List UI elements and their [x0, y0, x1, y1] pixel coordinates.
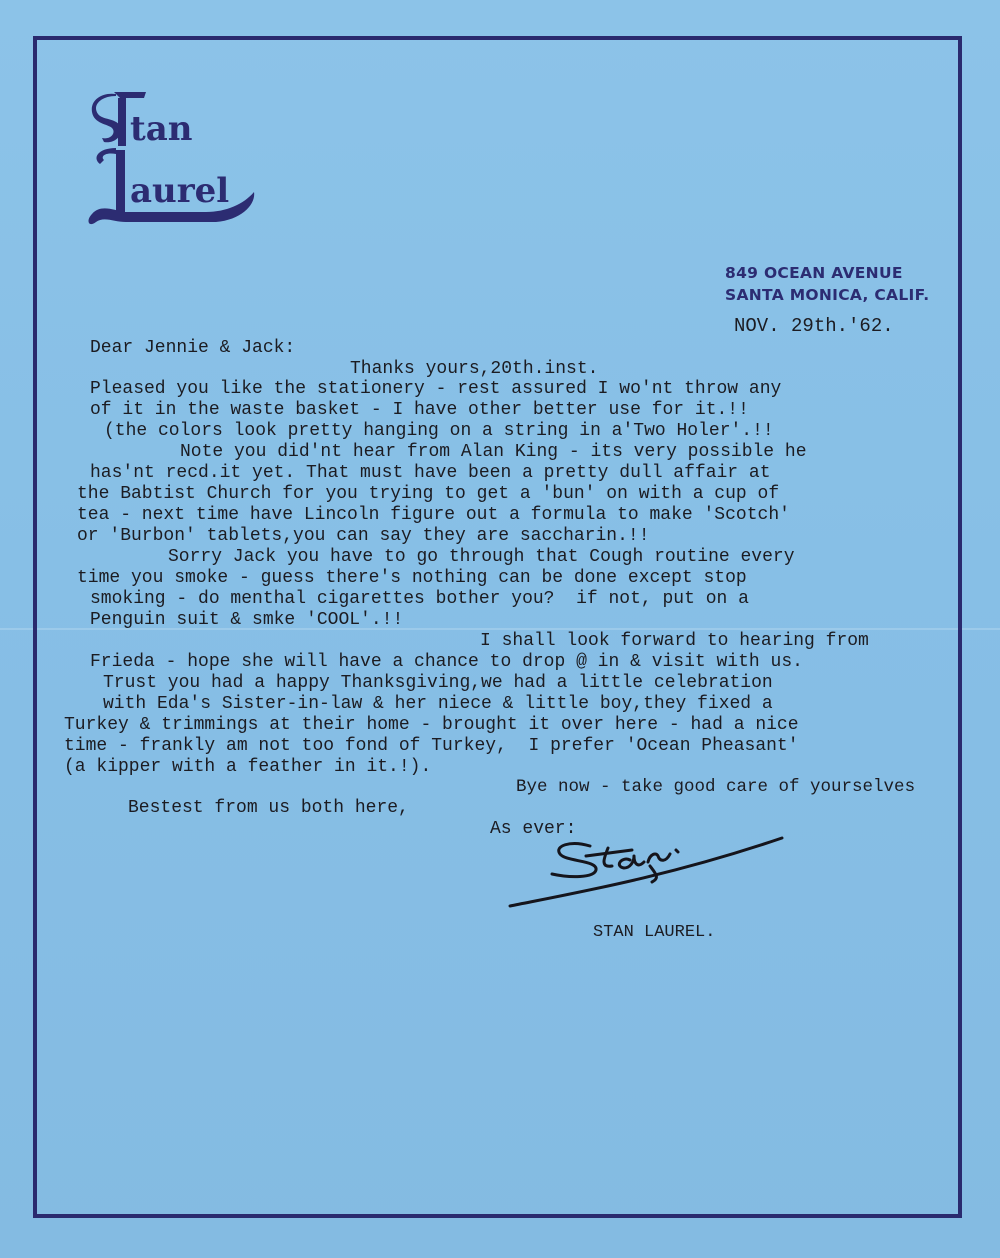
- address-line-1: 849 OCEAN AVENUE: [725, 264, 903, 282]
- body-line-16: Trust you had a happy Thanksgiving,we had a little celebration: [103, 673, 773, 693]
- body-line-20: (a kipper with a feather in it.!).: [64, 757, 432, 777]
- closing: Bestest from us both here,: [128, 798, 409, 818]
- body-line-7: the Babtist Church for you trying to get a 'bun' on with a cup of: [77, 484, 780, 504]
- body-line-19: time - frankly am not too fond of Turkey, I prefer 'Ocean Pheasant': [64, 736, 799, 756]
- body-line-4: (the colors look pretty hanging on a string in a'Two Holer'.!!: [104, 421, 774, 441]
- sign-off: As ever:: [490, 819, 577, 839]
- typed-name: STAN LAUREL.: [593, 923, 716, 942]
- body-line-11: time you smoke - guess there's nothing can be done except stop: [77, 568, 747, 588]
- body-line-1: Thanks yours,20th.inst.: [350, 359, 599, 379]
- body-line-18: Turkey & trimmings at their home - brought it over here - had a nice: [64, 715, 799, 735]
- body-line-5: Note you did'nt hear from Alan King - its very possible he: [180, 442, 807, 462]
- handwritten-signature: [500, 826, 800, 916]
- body-line-2: Pleased you like the stationery - rest assured I wo'nt throw any: [90, 379, 782, 399]
- svg-text:tan: tan: [130, 109, 193, 149]
- body-line-13: Penguin suit & smke 'COOL'.!!: [90, 610, 404, 630]
- salutation: Dear Jennie & Jack:: [90, 338, 296, 358]
- body-line-10: Sorry Jack you have to go through that Cough routine every: [168, 547, 795, 567]
- body-line-14: I shall look forward to hearing from: [480, 631, 869, 651]
- address-line-2: SANTA MONICA, CALIF.: [725, 286, 930, 304]
- stan-laurel-logo: [86, 92, 266, 232]
- body-line-6: has'nt recd.it yet. That must have been a pretty dull affair at: [90, 463, 771, 483]
- body-line-8: tea - next time have Lincoln figure out a formula to make 'Scotch': [77, 505, 790, 525]
- body-line-12: smoking - do menthal cigarettes bother you? if not, put on a: [90, 589, 749, 609]
- body-line-3: of it in the waste basket - I have other better use for it.!!: [90, 400, 749, 420]
- body-line-15: Frieda - hope she will have a chance to drop @ in & visit with us.: [90, 652, 803, 672]
- body-line-21: Bye now - take good care of yourselves: [516, 777, 916, 797]
- body-line-9: or 'Burbon' tablets,you can say they are saccharin.!!: [77, 526, 650, 546]
- letter-date: NOV. 29th.'62.: [734, 315, 894, 337]
- body-line-17: with Eda's Sister-in-law & her niece & little boy,they fixed a: [103, 694, 773, 714]
- svg-text:aurel: aurel: [130, 171, 230, 211]
